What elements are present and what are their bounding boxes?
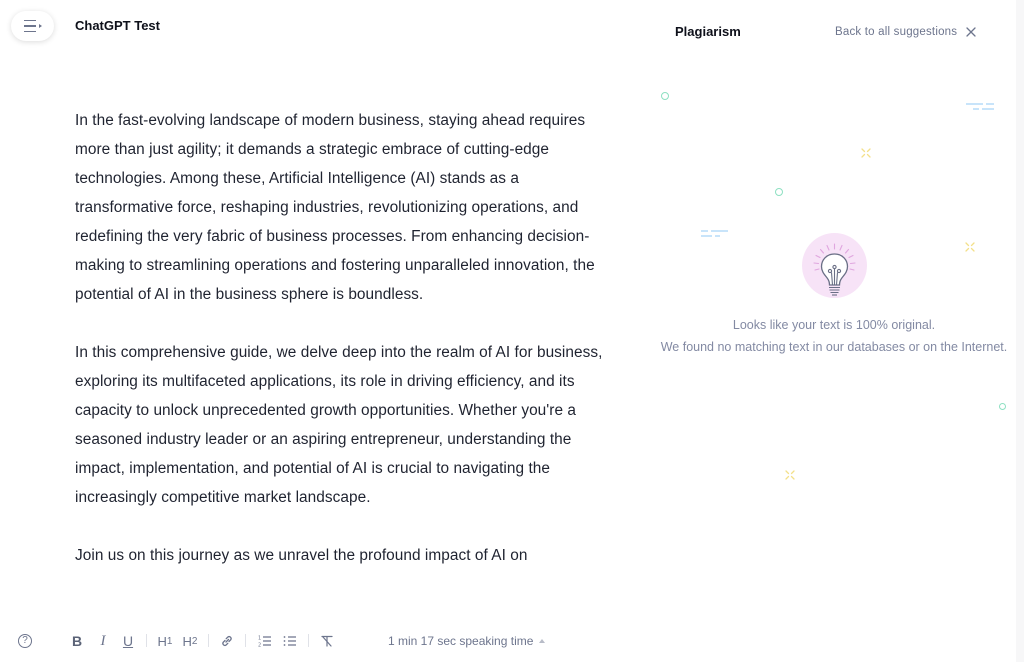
ordered-list-button[interactable] [257, 626, 273, 656]
speaking-time-toggle[interactable] [388, 626, 545, 656]
formatting-toolbar [0, 626, 620, 656]
clear-format-icon [320, 634, 334, 648]
ordered-list-icon [258, 634, 272, 648]
link-button[interactable] [219, 626, 235, 656]
hamburger-icon [24, 20, 36, 32]
close-panel-button[interactable] [964, 25, 978, 39]
paragraph[interactable]: In the fast-evolving landscape of modern business, staying ahead requires more than just agility; it demands a strategic embrace of cutting-edge technologies. Among these, Artificial Intelligence (AI) stands as a transformative force, reshaping industries, revolutionizing operations, and redefining the very fabric of business processes. From enhancing decision-making to streamlining operations and fostering unparalleled innovation, the potential of AI in the business sphere is boundless. [75, 112, 595, 303]
bold-button[interactable]: B [71, 633, 83, 649]
toolbar-divider [245, 634, 246, 647]
svg-text:1: 1 [258, 635, 262, 642]
panel-title: Plagiarism [675, 24, 741, 39]
toolbar-divider [208, 634, 209, 647]
decor-dash-icon [965, 102, 995, 112]
link-icon [220, 634, 234, 648]
speaking-time-label: 1 min 17 sec speaking time [388, 634, 534, 648]
decor-ring-icon [999, 403, 1006, 410]
bullet-list-button[interactable] [282, 626, 298, 656]
decor-sparkle-icon [784, 469, 796, 481]
decor-sparkle-icon [860, 147, 872, 159]
caret-up-icon [539, 639, 545, 643]
heading1-button[interactable]: H 1 [157, 633, 173, 649]
decor-ring-icon [775, 188, 783, 196]
paragraph[interactable]: In this comprehensive guide, we delve deep into the realm of AI for business, exploring its multifaceted applications, its role in driving efficiency, and its capacity to unlock unprecedented growth opportunities. Whether you're a seasoned industry leader or an aspiring entrepreneur, understanding the impact, implementation, and potential of AI is crucial to navigating the increasingly competitive market landscape. [75, 344, 603, 506]
originality-result-text: Looks like your text is 100% original. [732, 318, 936, 332]
heading2-button[interactable]: H 2 [182, 633, 198, 649]
underline-button[interactable]: U [122, 633, 134, 649]
back-to-suggestions-link[interactable]: Back to all suggestions [835, 26, 958, 38]
decor-ring-icon [661, 92, 669, 100]
help-icon: ? [18, 634, 32, 648]
italic-button[interactable]: I [100, 632, 106, 649]
close-icon [964, 25, 978, 39]
text-editor[interactable] [75, 106, 605, 618]
bullet-list-icon [283, 634, 297, 648]
decor-dash-icon [700, 229, 730, 239]
expand-arrow-icon [39, 24, 42, 28]
decor-sparkle-icon [964, 241, 976, 253]
document-title[interactable]: ChatGPT Test [75, 18, 160, 33]
svg-text:2: 2 [258, 642, 262, 648]
sidebar-toggle-button[interactable] [11, 11, 54, 41]
paragraph[interactable]: Join us on this journey as we unravel the profound impact of AI on [75, 547, 528, 564]
toolbar-divider [146, 634, 147, 647]
help-button[interactable] [16, 626, 34, 656]
no-match-description: We found no matching text in our databases or on the Internet. [660, 340, 1008, 354]
lightbulb-icon [802, 233, 867, 308]
clear-formatting-button[interactable] [319, 626, 335, 656]
toolbar-divider [308, 634, 309, 647]
